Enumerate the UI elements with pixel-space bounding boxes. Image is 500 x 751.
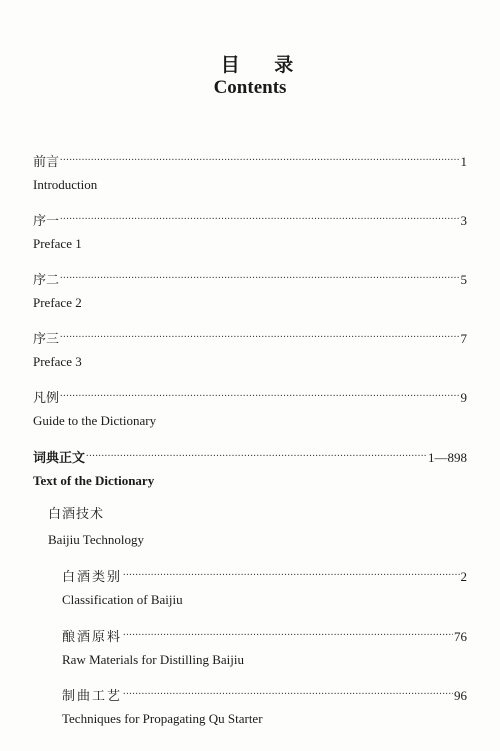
- entry-title-zh: 酿酒原料: [62, 630, 123, 645]
- dot-leader: [60, 325, 459, 343]
- section-title-zh: 白酒技术: [48, 507, 105, 522]
- toc-entry-introduction[interactable]: [33, 148, 467, 193]
- dot-leader: [123, 623, 453, 641]
- entry-title-en: Introduction: [33, 177, 98, 192]
- page-subtitle: Contents: [213, 77, 287, 98]
- page-number: 9: [460, 390, 467, 405]
- toc-entry-preface-3[interactable]: [33, 325, 467, 370]
- entry-title-en: Techniques for Propagating Qu Starter: [62, 711, 263, 726]
- page-number: 96: [454, 688, 467, 703]
- toc-entry-guide[interactable]: [33, 384, 467, 429]
- page-number: 76: [454, 629, 467, 644]
- entry-title-zh: 白酒类别: [62, 570, 123, 585]
- dot-leader: [86, 444, 427, 462]
- dot-leader: [60, 266, 459, 284]
- dot-leader: [123, 563, 459, 581]
- entry-title-en: Preface 2: [33, 295, 82, 310]
- dot-leader: [123, 682, 453, 700]
- entry-title-zh: 制曲工艺: [62, 689, 123, 704]
- toc-entry-dictionary-text[interactable]: [33, 444, 467, 489]
- entry-title-zh: 凡例: [33, 391, 60, 406]
- section-title-en: Baijiu Technology: [48, 532, 144, 547]
- page-number: 1: [460, 154, 467, 169]
- page-number: 7: [460, 331, 467, 346]
- entry-title-zh: 词典正文: [33, 451, 86, 466]
- toc-subentry-qu-starter[interactable]: [62, 682, 467, 727]
- page-number: 5: [460, 272, 467, 287]
- page-number: 1—898: [428, 450, 467, 465]
- dot-leader: [60, 148, 459, 166]
- toc-entry-preface-2[interactable]: [33, 266, 467, 311]
- dot-leader: [60, 384, 459, 402]
- entry-title-zh: 序一: [33, 214, 60, 229]
- toc-entry-preface-1[interactable]: [33, 207, 467, 252]
- entry-title-zh: 序二: [33, 273, 60, 288]
- dot-leader: [60, 207, 459, 225]
- page-number: 3: [460, 213, 467, 228]
- entry-title-zh: 序三: [33, 332, 60, 347]
- page-title: 目 录: [220, 54, 308, 76]
- entry-title-en: Text of the Dictionary: [33, 473, 155, 488]
- entry-title-zh: 前言: [33, 155, 60, 170]
- entry-title-en: Preface 3: [33, 354, 82, 369]
- entry-title-en: Preface 1: [33, 236, 82, 251]
- page-number: 2: [460, 569, 467, 584]
- entry-title-en: Raw Materials for Distilling Baijiu: [62, 652, 244, 667]
- toc-subentry-classification[interactable]: [62, 563, 467, 608]
- entry-title-en: Guide to the Dictionary: [33, 413, 157, 428]
- entry-title-en: Classification of Baijiu: [62, 592, 183, 607]
- toc-section-baijiu-technology[interactable]: [48, 503, 468, 548]
- toc-subentry-raw-materials[interactable]: [62, 623, 467, 668]
